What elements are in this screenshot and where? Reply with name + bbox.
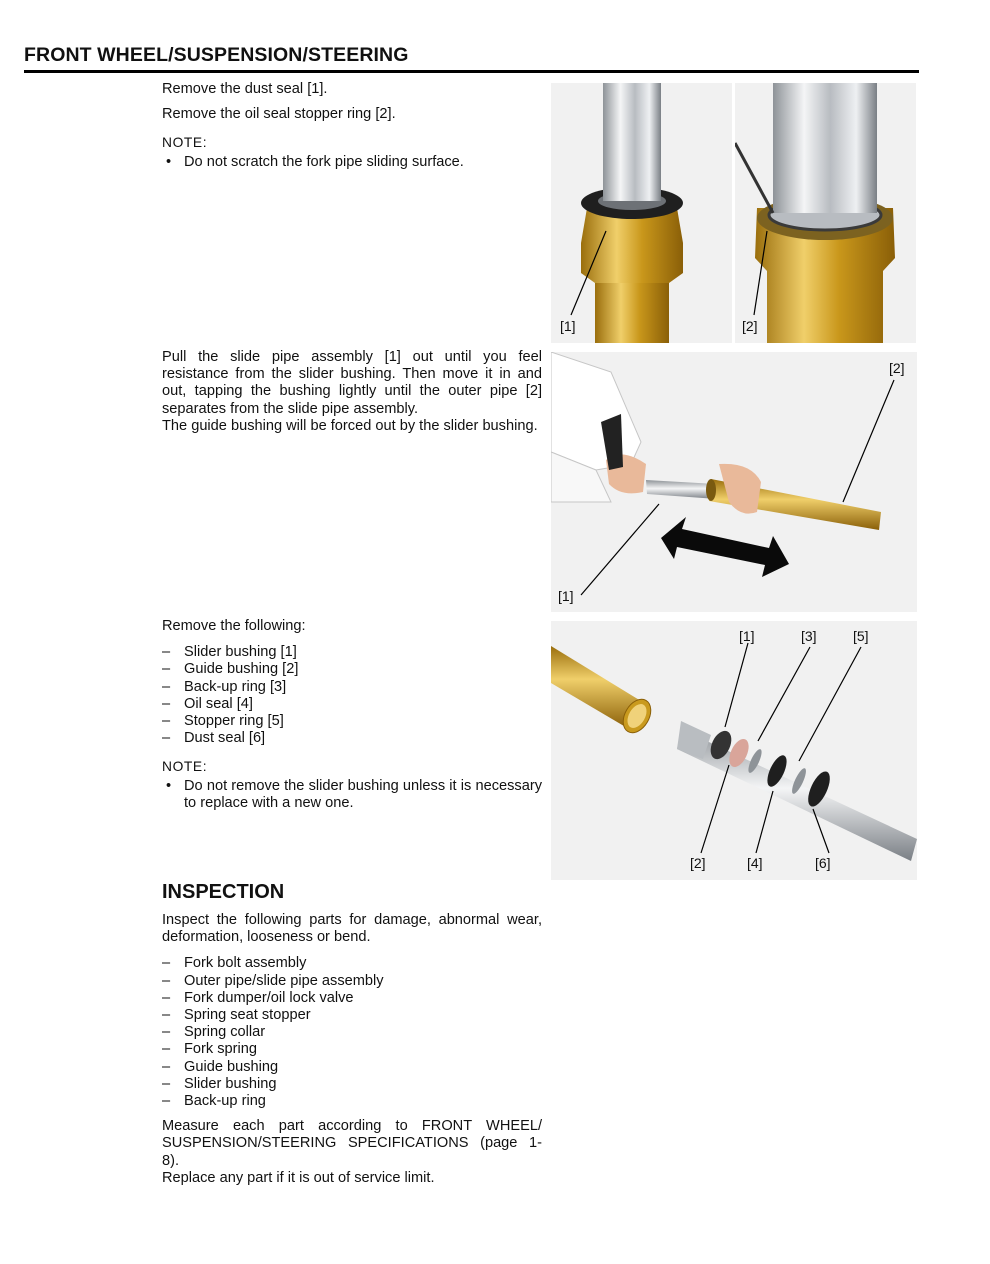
inspection-heading: INSPECTION: [162, 881, 285, 903]
section-header: FRONT WHEEL/SUSPENSION/STEERING: [24, 44, 409, 66]
callout-2: [2]: [690, 855, 706, 871]
list-item: – Guide bushing [2]: [162, 661, 299, 678]
measure-line-2: SUSPENSION/STEERING SPECIFICATIONS (page 1-: [162, 1135, 542, 1152]
note-item: [162, 778, 542, 812]
parts-illustration: [551, 621, 917, 880]
figure-stopper-ring: [735, 83, 916, 343]
figure-dust-seal: [551, 83, 732, 343]
list-item: – Stopper ring [5]: [162, 713, 284, 730]
inspection-intro: Inspect the following parts for damage, abnormal wear, deformation, looseness or bend.: [162, 912, 542, 946]
callout-1: [1]: [739, 628, 755, 644]
figure-parts-removal: [551, 621, 917, 880]
replace-text: Replace any part if it is out of service limit.: [162, 1169, 435, 1186]
slide-pipe-illustration: [551, 352, 917, 612]
step1-line1: Remove the dust seal [1].: [162, 81, 328, 97]
callout-line: [756, 791, 773, 853]
list-item: – Oil seal [4]: [162, 695, 253, 712]
inspection-text: [162, 912, 542, 1187]
callout-2: [2]: [742, 318, 758, 334]
note-label: NOTE:: [162, 759, 208, 775]
figure-slide-pipe-removal: [551, 352, 917, 612]
callout-2: [2]: [889, 360, 905, 376]
callout-line: [758, 647, 810, 741]
list-item: – Spring seat stopper: [162, 1007, 311, 1024]
bullet: •: [166, 777, 172, 794]
list-item: – Outer pipe/slide pipe assembly: [162, 972, 384, 989]
inspection-list: [162, 955, 542, 1110]
step1-text: [162, 81, 542, 171]
note-text: Do not remove the slider bushing unless it is necessary to replace with a new one.: [184, 777, 542, 811]
callout-line: [725, 643, 748, 727]
step3-intro: Remove the following:: [162, 618, 306, 634]
note-label: NOTE:: [162, 135, 208, 151]
callout-1: [1]: [558, 588, 574, 604]
measure-line-1: Measure each part according to FRONT WHEEL/: [162, 1118, 542, 1135]
list-item: – Fork bolt assembly: [162, 955, 307, 972]
header-rule: [24, 70, 919, 73]
bullet: •: [166, 153, 172, 170]
callout-6: [6]: [815, 855, 831, 871]
callout-line: [701, 765, 729, 853]
list-item: – Slider bushing: [162, 1075, 277, 1092]
list-item: – Back-up ring [3]: [162, 678, 287, 695]
list-item: – Dust seal [6]: [162, 730, 266, 747]
list-item: – Fork spring: [162, 1041, 257, 1058]
list-item: – Fork dumper/oil lock valve: [162, 989, 354, 1006]
step1-line2: Remove the oil seal stopper ring [2].: [162, 106, 396, 123]
step2-paragraph2: The guide bushing will be forced out by the slider bushing.: [162, 417, 538, 434]
callout-4: [4]: [747, 855, 763, 871]
callout-line: [799, 647, 861, 761]
list-item: – Spring collar: [162, 1024, 266, 1041]
dust-seal-illustration: [551, 83, 732, 343]
list-item: – Back-up ring: [162, 1093, 266, 1110]
list-item: – Guide bushing: [162, 1058, 279, 1075]
measure-text: [162, 1118, 542, 1170]
list-item: – Slider bushing [1]: [162, 644, 297, 661]
step3-text: [162, 618, 542, 812]
note-text: Do not scratch the fork pipe sliding surface.: [184, 153, 464, 170]
callout-3: [3]: [801, 628, 817, 644]
step2-text: [162, 349, 542, 435]
note-item: [162, 154, 542, 171]
callout-5: [5]: [853, 628, 869, 644]
measure-line-3: 8).: [162, 1152, 180, 1169]
parts-list: [162, 644, 542, 747]
callout-line: [581, 504, 659, 595]
callout-1: [1]: [560, 318, 576, 334]
stopper-ring-illustration: [735, 83, 916, 343]
step2-paragraph: Pull the slide pipe assembly [1] out until you feel resistance from the slider bushing. Then move it in and out, tapping the bushing lightly until the outer pipe [2] separates from the slide pipe assembly.: [162, 349, 542, 417]
